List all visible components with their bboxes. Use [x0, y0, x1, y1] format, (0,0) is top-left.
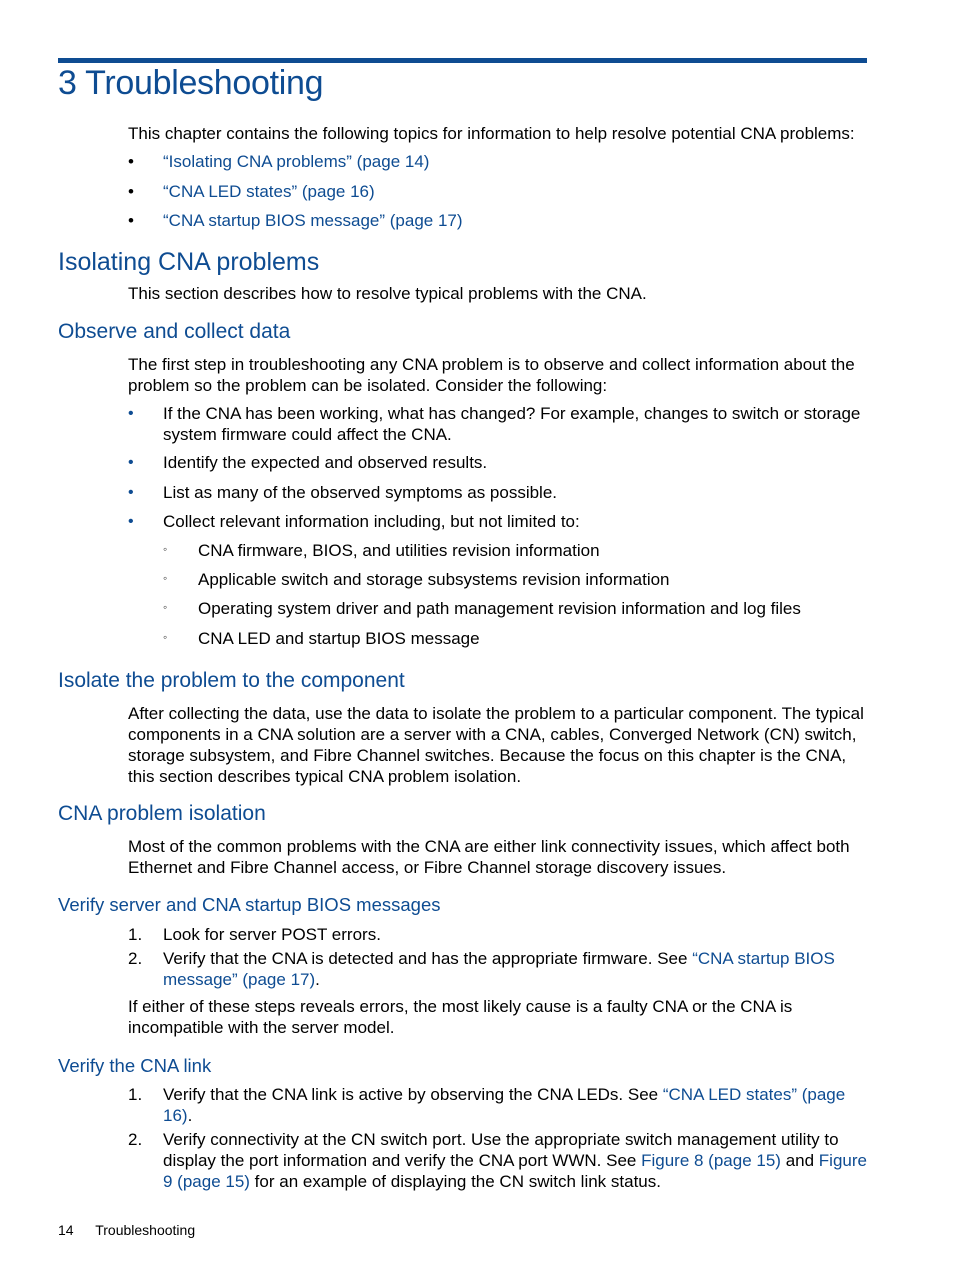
step-number: 1.	[128, 1085, 143, 1104]
subsubsection-heading-verify-link: Verify the CNA link	[58, 1055, 212, 1076]
bullet-icon: •	[128, 454, 134, 471]
bullet-text: List as many of the observed symptoms as possible.	[163, 483, 558, 502]
subsection-heading-observe: Observe and collect data	[58, 320, 291, 343]
bullet-text: Collect relevant information including, but not limited to:	[163, 512, 580, 531]
step-text-and: and	[780, 1151, 819, 1170]
list-item	[128, 482, 873, 503]
sub-bullet-text: CNA firmware, BIOS, and utilities revision information	[198, 541, 600, 560]
step-text-part: Verify that the CNA link is active by observing the CNA LEDs. See	[163, 1085, 663, 1104]
link-isolating-cna-problems[interactable]: “Isolating CNA problems” (page 14)	[163, 152, 430, 171]
bullet-icon: •	[128, 405, 134, 422]
intro-text: This chapter contains the following topics for information to help resolve potential CNA problems:	[128, 124, 855, 143]
link-cna-startup-bios[interactable]: “CNA startup BIOS message” (page 17)	[163, 211, 463, 230]
bullet-icon: •	[128, 513, 134, 530]
list-item	[128, 948, 873, 990]
step-text	[163, 948, 873, 990]
link-cna-led-states-inline[interactable]: “CNA LED states” (page 16)	[163, 1085, 846, 1125]
step-number: 2.	[128, 949, 143, 968]
bullet-icon: •	[128, 211, 134, 230]
link-cna-startup-bios-message[interactable]: “CNA startup BIOS message” (page 17)	[163, 949, 835, 989]
step-text-part: Verify connectivity at the CN switch port. Use the appropriate switch management utility to display the port information and verify the CNA port WWN. See	[163, 1130, 839, 1170]
bullet-icon: •	[128, 152, 134, 171]
sub-list-item	[163, 598, 863, 619]
observe-text: The first step in troubleshooting any CNA problem is to observe and collect information about the problem so the problem can be isolated. Consider the following:	[128, 355, 855, 395]
circle-bullet-icon: ◦	[163, 571, 168, 585]
step-text-end: .	[315, 970, 320, 989]
list-item	[128, 924, 873, 945]
chapter-rule	[58, 58, 867, 63]
bullet-text: Identify the expected and observed results.	[163, 453, 488, 472]
bullet-text: If the CNA has been working, what has changed? For example, changes to switch or storage system firmware could affect the CNA.	[163, 404, 861, 444]
link-cna-led-states[interactable]: “CNA LED states” (page 16)	[163, 182, 375, 201]
page-number: 14	[58, 1222, 74, 1238]
step-text-end: .	[187, 1106, 193, 1125]
chapter-title: 3 Troubleshooting	[58, 64, 324, 102]
circle-bullet-icon: ◦	[163, 630, 168, 644]
sub-list-item	[163, 628, 863, 649]
step-number: 2.	[128, 1130, 143, 1149]
list-item	[128, 511, 873, 532]
footer-section: Troubleshooting	[95, 1222, 196, 1238]
section-heading-isolating: Isolating CNA problems	[58, 248, 320, 276]
subsubsection-heading-verify-bios: Verify server and CNA startup BIOS messages	[58, 894, 441, 915]
list-item	[128, 1084, 873, 1126]
step-text: Look for server POST errors.	[163, 925, 381, 944]
page-footer	[58, 1222, 213, 1238]
bullet-icon: •	[128, 484, 134, 501]
verify-bios-after-text: If either of these steps reveals errors, the most likely cause is a faulty CNA or the CNA is incompatible with the server model.	[128, 997, 793, 1037]
sub-bullet-text: CNA LED and startup BIOS message	[198, 629, 480, 648]
link-figure-9[interactable]: Figure 9 (page 15)	[163, 1151, 867, 1191]
list-item	[128, 181, 873, 202]
list-item	[128, 210, 873, 231]
list-item	[128, 403, 873, 445]
sub-list-item	[163, 569, 863, 590]
step-text	[163, 1129, 873, 1192]
list-item	[128, 1129, 873, 1192]
step-text-part: Verify that the CNA is detected and has the appropriate firmware. See	[163, 949, 693, 968]
sub-bullet-text: Applicable switch and storage subsystems revision information	[198, 570, 670, 589]
isolate-text: After collecting the data, use the data to isolate the problem to a particular component. The typical components in a CNA solution are a server with a CNA, cables, Converged Network (CN) switch, storage subsystem, and Fibre Channel switches. Because the focus on this chapter is the CNA, this section describes typical CNA problem isolation.	[128, 704, 864, 786]
step-text-end: for an example of displaying the CN switch link status.	[249, 1172, 661, 1191]
subsection-heading-isolate: Isolate the problem to the component	[58, 669, 405, 692]
step-text	[163, 1084, 873, 1126]
list-item	[128, 151, 873, 172]
sub-list-item	[163, 540, 863, 561]
circle-bullet-icon: ◦	[163, 600, 168, 614]
circle-bullet-icon: ◦	[163, 542, 168, 556]
subsection-heading-cna-isolation: CNA problem isolation	[58, 802, 266, 825]
step-number: 1.	[128, 925, 143, 944]
link-figure-8[interactable]: Figure 8 (page 15)	[641, 1151, 781, 1170]
sub-bullet-text: Operating system driver and path management revision information and log files	[198, 599, 801, 618]
cna-isolation-text: Most of the common problems with the CNA are either link connectivity issues, which affect both Ethernet and Fibre Channel access, or Fibre Channel storage discovery issues.	[128, 837, 850, 877]
isolating-text: This section describes how to resolve typical problems with the CNA.	[128, 284, 647, 303]
list-item	[128, 452, 873, 473]
bullet-icon: •	[128, 182, 134, 201]
